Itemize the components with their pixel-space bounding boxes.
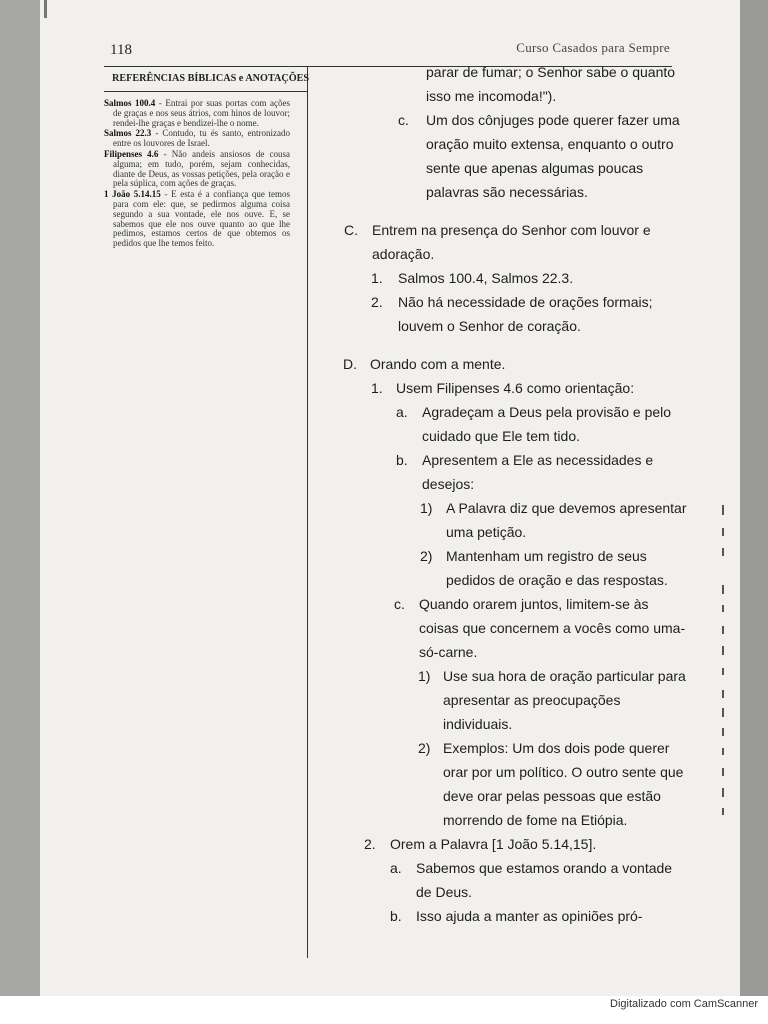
reference-citation: Salmos 100.4: [104, 98, 156, 108]
item-text: Quando orarem juntos, limitem-se às coisas que concernem a vocês como uma-só-carne.: [419, 596, 686, 660]
binding-hole-mark: [722, 808, 724, 815]
scan-left-shadow: [0, 0, 40, 996]
item-marker: b.: [390, 908, 402, 924]
item-text: Exemplos: Um dos dois pode querer orar por um político. O outro sente que deve orar pelas pessoas que estão morrendo de fome na Etiópia.: [443, 740, 684, 828]
section-marker: C.: [344, 222, 358, 238]
binding-hole-mark: [722, 605, 724, 612]
item-text: Usem Filipenses 4.6 como orientação:: [396, 380, 635, 396]
bible-references: [104, 99, 290, 250]
outline-item-D1: [316, 376, 688, 400]
item-text: Agradeçam a Deus pela provisão e pelo cuidado que Ele tem tido.: [422, 404, 672, 444]
binding-hole-mark: [722, 768, 724, 776]
binding-hole-mark: [722, 668, 724, 675]
column-divider: [307, 66, 308, 958]
binding-hole-mark: [722, 626, 724, 634]
reference-text: - Contudo, tu és santo, entronizado entre os louvores de Israel.: [113, 128, 290, 149]
binding-hole-mark: [722, 748, 724, 755]
outline-item-D1a: [316, 400, 688, 448]
item-text: A Palavra diz que devemos apresentar uma petição.: [446, 500, 687, 540]
item-text: Sabemos que estamos orando a vontade de Deus.: [416, 860, 673, 900]
item-marker: a.: [390, 860, 402, 876]
reference-citation: Filipenses 4.6: [104, 148, 159, 159]
reference-entry: [104, 150, 290, 189]
outline-item-D1b: [316, 448, 688, 496]
page-number: 118: [110, 42, 132, 58]
sidebar-heading-rule: [104, 91, 307, 92]
sidebar-heading: REFERÊNCIAS BÍBLICAS e ANOTAÇÕES: [112, 73, 310, 84]
item-marker: 2.: [364, 836, 376, 852]
item-marker: 2): [418, 740, 431, 756]
item-marker: c.: [398, 112, 409, 128]
section-text: Orando com a mente.: [370, 356, 506, 372]
reference-citation: Salmos 22.3: [104, 128, 152, 139]
outline-item-D1c1: [316, 664, 688, 736]
outline-item-D1c: [316, 592, 688, 664]
binding-hole-mark: [722, 690, 724, 698]
outline-body: [316, 60, 688, 928]
reference-text: - Entrai por suas portas com ações de graças e nos seus átrios, com hinos de louvor; rendei-lhe graças e bendizei-lhe o nome.: [113, 98, 290, 128]
running-title: Curso Casados para Sempre: [516, 40, 670, 55]
continued-text: parar de fumar; o Senhor sabe o quanto isso me incomoda!").: [426, 64, 676, 104]
binding-hole-mark: [722, 728, 724, 736]
section-marker: D.: [343, 356, 357, 372]
binding-hole-mark: [722, 646, 724, 655]
reference-text: - E esta é a confiança que temos para com ele: que, se pedirmos alguma coisa segundo a sua vontade, ele nos ouve. E, se sabemos que ele nos ouve quanto ao que lhe pedimos, estamos certos de que obtemos os pedidos que lhe temos feito.: [113, 189, 290, 249]
section-text: Entrem na presença do Senhor com louvor e adoração.: [372, 222, 651, 262]
item-marker: a.: [396, 404, 408, 420]
outline-item-D1b1: [316, 496, 688, 544]
reference-text: - Não andeis ansiosos de cousa alguma; em tudo, porém, sejam conhecidas, diante de Deus, as vossas petições, pela oração e pela súplica, com ações de graças.: [113, 148, 290, 189]
binding-hole-mark: [722, 788, 724, 797]
outline-section-D: [316, 352, 688, 376]
binding-hole-mark: [722, 505, 724, 515]
item-marker: 1): [420, 500, 433, 516]
reference-entry: [104, 129, 290, 149]
page-edge-mark: [44, 0, 47, 18]
item-marker: 1.: [371, 270, 383, 286]
item-marker: 1): [418, 668, 431, 684]
item-marker: b.: [396, 452, 408, 468]
outline-item-D1b2: [316, 544, 688, 592]
scanner-watermark: Digitalizado com CamScanner: [610, 998, 758, 1010]
outline-item-D1c2: [316, 736, 688, 832]
reference-entry: [104, 99, 290, 128]
item-text: Use sua hora de oração particular para apresentar as preocupações individuais.: [443, 668, 686, 732]
item-text: Um dos cônjuges pode querer fazer uma oração muito extensa, enquanto o outro sente que apenas algumas poucas palavras são necessárias.: [426, 112, 680, 200]
binding-hole-mark: [722, 708, 724, 717]
binding-hole-mark: [722, 585, 724, 594]
item-marker: 2.: [371, 294, 383, 310]
binding-hole-mark: [722, 548, 724, 556]
item-text: Apresentem a Ele as necessidades e desejos:: [422, 452, 654, 492]
outline-item-C1: [316, 266, 688, 290]
item-marker: 2): [420, 548, 433, 564]
item-text: Mantenham um registro de seus pedidos de oração e das respostas.: [446, 548, 668, 588]
outline-item-C2: [316, 290, 688, 338]
reference-citation: 1 João 5.14.15: [104, 189, 161, 200]
reference-entry: [104, 190, 290, 249]
outline-section-C: [316, 218, 688, 266]
binding-hole-mark: [722, 528, 724, 536]
outline-item-D2: [316, 832, 688, 856]
outline-item-c: [316, 108, 688, 204]
item-text: Salmos 100.4, Salmos 22.3.: [398, 270, 574, 286]
outline-item-D2b: [316, 904, 688, 928]
item-marker: c.: [394, 596, 405, 612]
item-text: Isso ajuda a manter as opiniões pró-: [416, 908, 643, 924]
item-text: Orem a Palavra [1 João 5.14,15].: [390, 836, 597, 852]
item-text: Não há necessidade de orações formais; louvem o Senhor de coração.: [398, 294, 653, 334]
item-marker: 1.: [371, 380, 383, 396]
outline-item-D2a: [316, 856, 688, 904]
